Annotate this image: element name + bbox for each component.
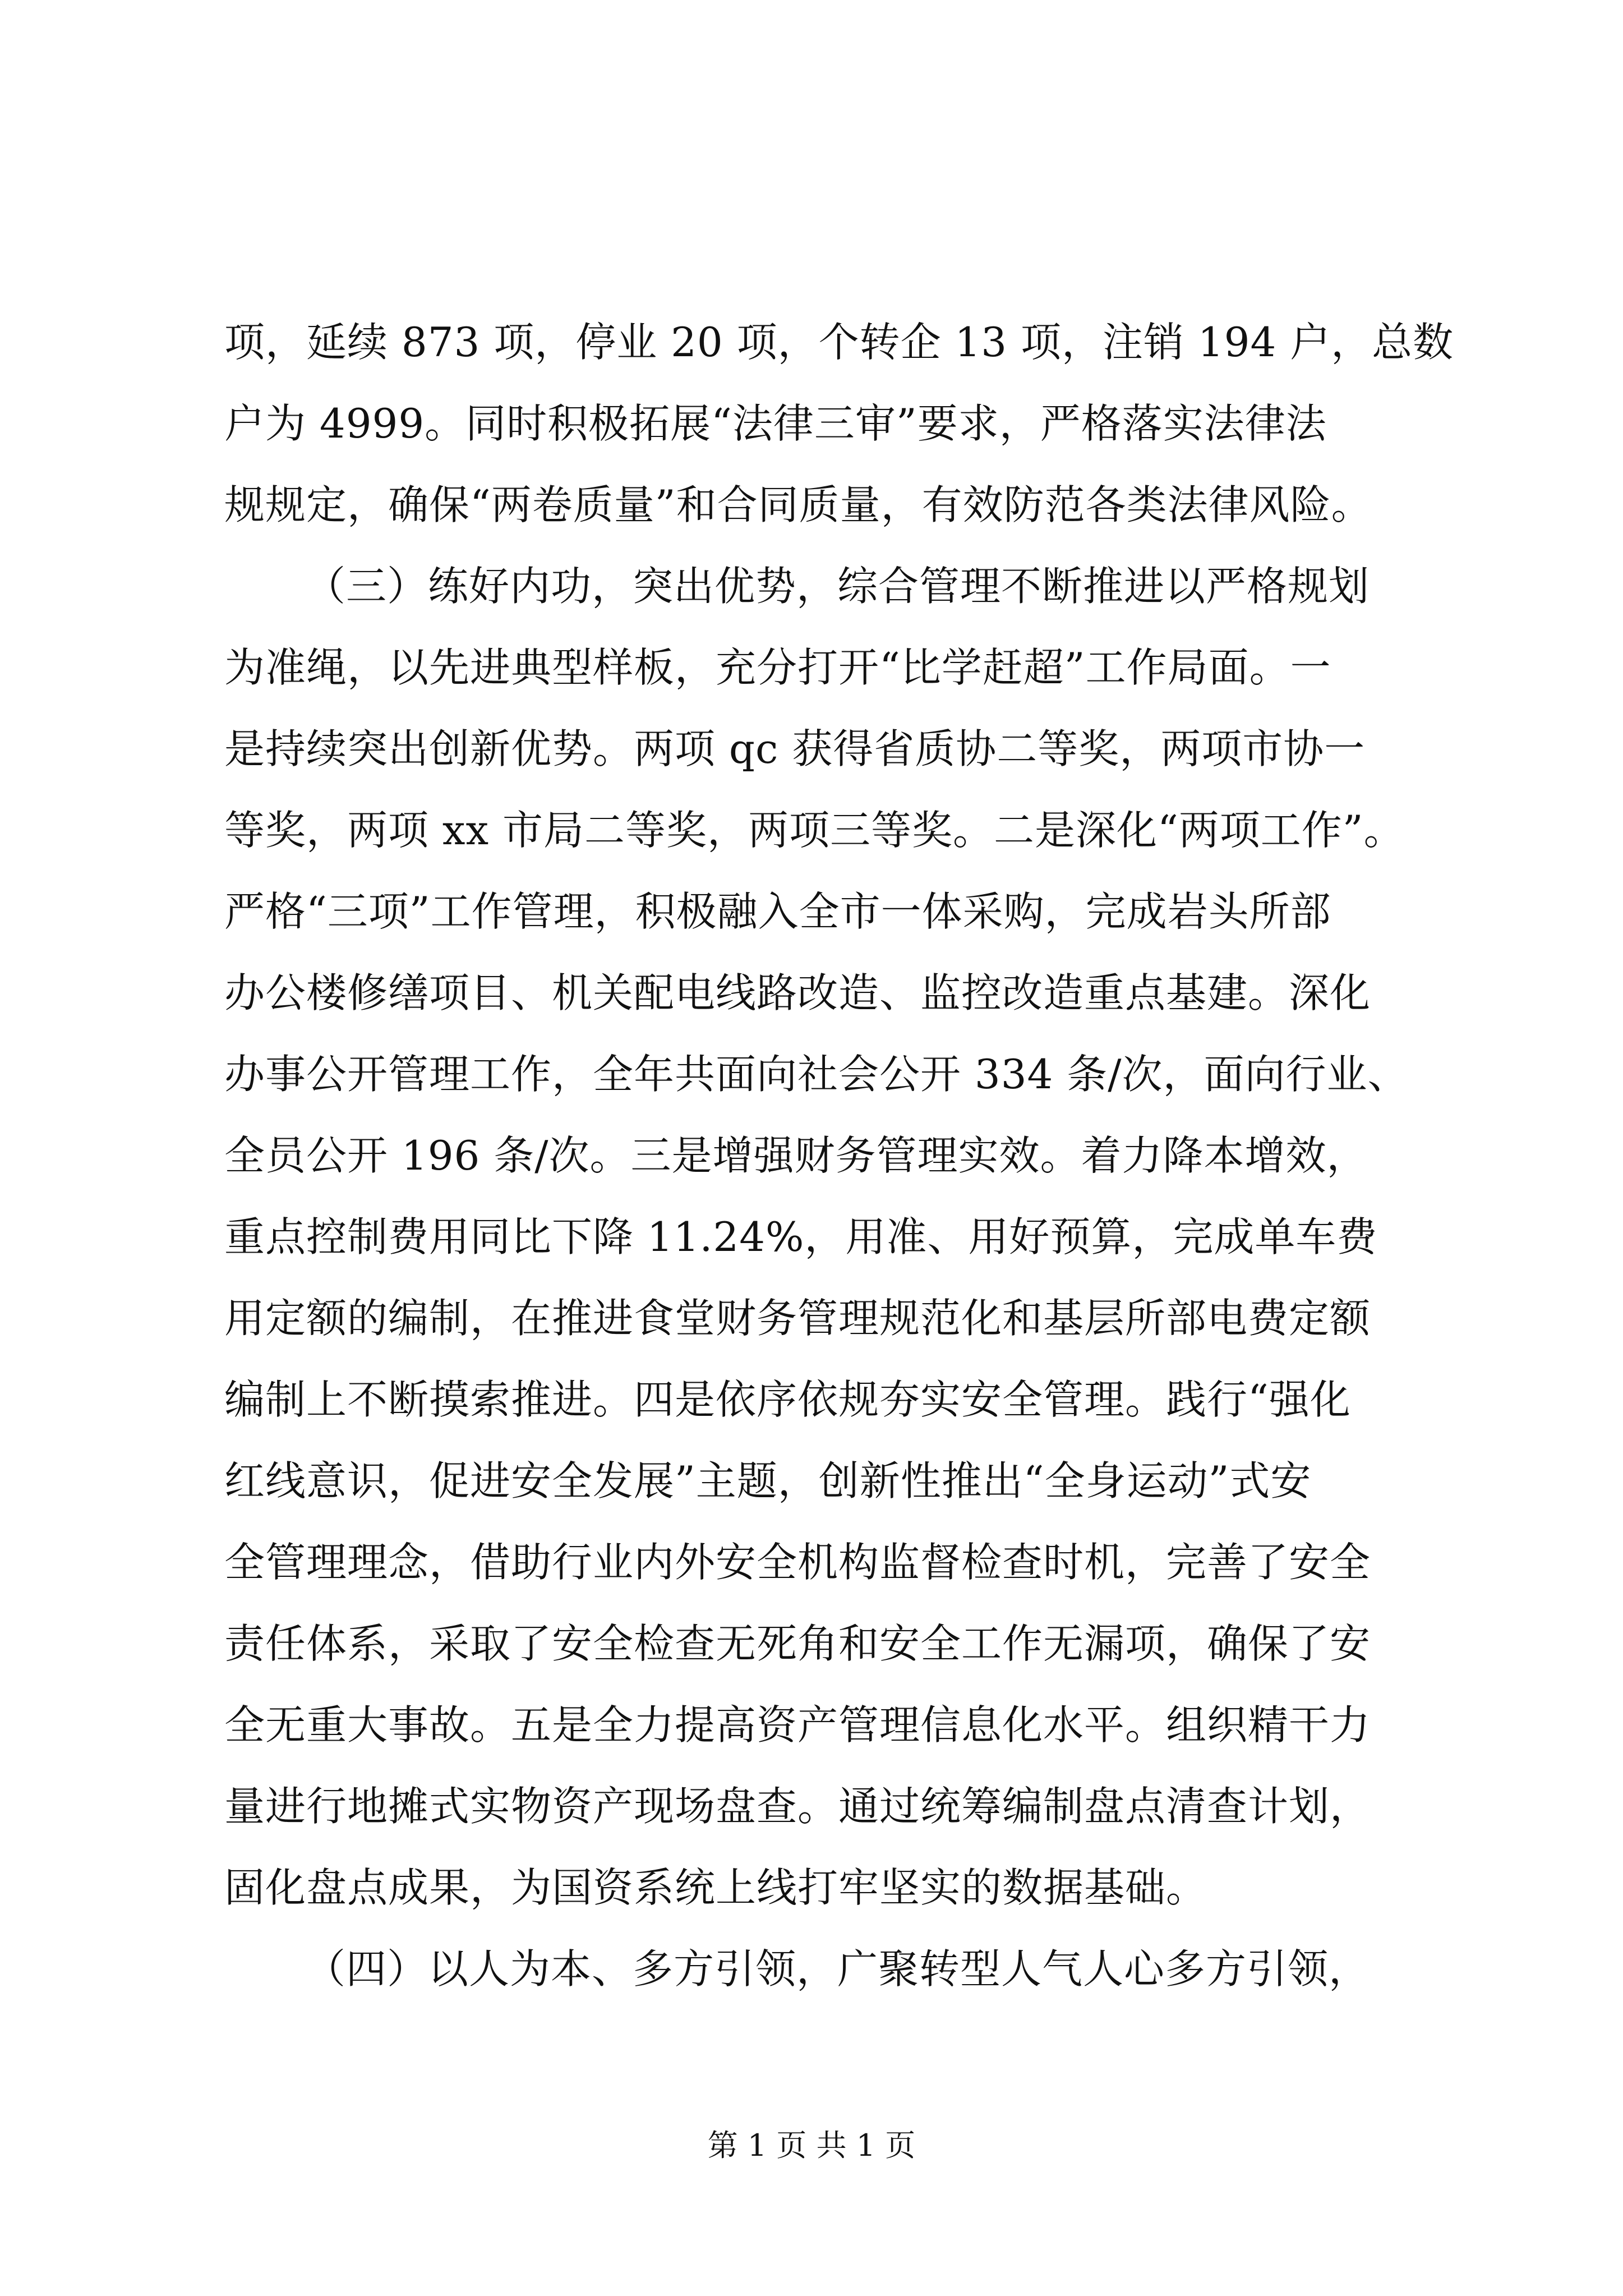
text-line: 固化盘点成果，为国资系统上线打牢坚实的数据基础。: [224, 1864, 1207, 1911]
text-line: 全无重大事故。五是全力提高资产管理信息化水平。组织精干力: [224, 1701, 1371, 1749]
text-line: 用定额的编制，在推进食堂财务管理规范化和基层所部电费定额: [224, 1295, 1371, 1342]
text-line: 重点控制费用同比下降 11.24%，用准、用好预算，完成单车费: [224, 1213, 1378, 1260]
text-line: 全管理理念，借助行业内外安全机构监督检查时机，完善了安全: [224, 1539, 1371, 1586]
paragraph-heading-3: （三）练好内功，突出优势，综合管理不断推进以严格规划: [305, 563, 1370, 610]
text-line: 严格“三项”工作管理，积极融入全市一体采购，完成岩头所部: [224, 888, 1331, 935]
page-footer: 第 1 页 共 1 页: [707, 2128, 916, 2163]
text-line: 办事公开管理工作，全年共面向社会公开 334 条/次，面向行业、: [224, 1051, 1409, 1098]
text-line: 红线意识，促进安全发展”主题，创新性推出“全身运动”式安: [224, 1457, 1312, 1504]
text-line: 责任体系，采取了安全检查无死角和安全工作无漏项，确保了安: [224, 1620, 1371, 1667]
paragraph-heading-4: （四）以人为本、多方引领，广聚转型人气人心多方引领，: [305, 1945, 1370, 1993]
text-line: 项，延续 873 项，停业 20 项，个转企 13 项，注销 194 户，总数: [224, 319, 1454, 366]
text-line: 量进行地摊式实物资产现场盘查。通过统筹编制盘点清查计划，: [224, 1783, 1371, 1830]
text-line: 规规定，确保“两卷质量”和合同质量，有效防范各类法律风险。: [224, 481, 1372, 528]
text-line: 办公楼修缮项目、机关配电线路改造、监控改造重点基建。深化: [224, 969, 1371, 1016]
text-line: 为准绳，以先进典型样板，充分打开“比学赶超”工作局面。一: [224, 644, 1331, 691]
text-line: 等奖，两项 xx 市局二等奖，两项三等奖。二是深化“两项工作”。: [224, 807, 1405, 854]
text-line: 全员公开 196 条/次。三是增强财务管理实效。着力降本增效，: [224, 1132, 1368, 1179]
text-line: 编制上不断摸索推进。四是依序依规夯实安全管理。践行“强化: [224, 1376, 1351, 1423]
body-text: [224, 302, 1458, 2010]
text-line: 户为 4999。同时积极拓展“法律三审”要求，严格落实法律法: [224, 400, 1327, 447]
text-line: 是持续突出创新优势。两项 qc 获得省质协二等奖，两项市协一: [224, 725, 1366, 772]
